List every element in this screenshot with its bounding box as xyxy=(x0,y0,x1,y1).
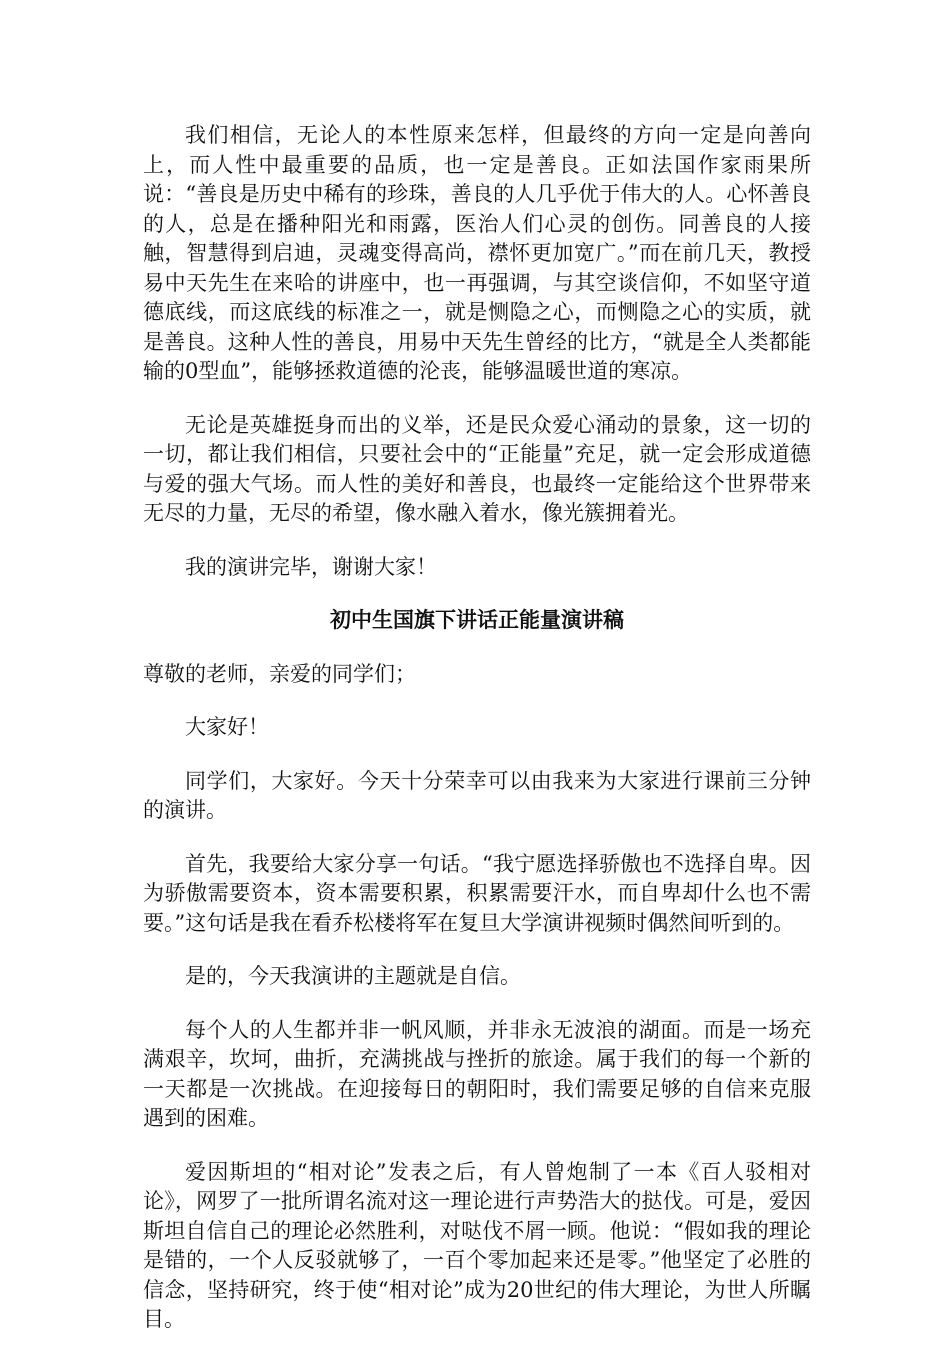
closing-line: 我的演讲完毕，谢谢大家！ xyxy=(185,554,437,579)
document-page xyxy=(143,121,811,1359)
speech-title: 初中生国旗下讲话正能量演讲稿 xyxy=(330,608,624,632)
paragraph: 首先，我要给大家分享一句话。“我宁愿选择骄傲也不选择自卑。因为骄傲需要资本，资本需要积累，积累需要汗水，而自卑却什么也不需要。”这句话是我在看乔松楼将军在复旦大学演讲视频时偶然间听到的。 xyxy=(143,851,811,935)
salutation: 尊敬的老师，亲爱的同学们； xyxy=(143,661,416,686)
paragraph: 同学们，大家好。今天十分荣幸可以由我来为大家进行课前三分钟的演讲。 xyxy=(143,768,811,822)
paragraph: 每个人的人生都并非一帆风顺，并非永无波浪的湖面。而是一场充满艰辛，坎坷，曲折，充满挑战与挫折的旅途。属于我们的每一个新的一天都是一次挑战。在迎接每日的朝阳时，我们需要足够的自信来克服遇到的困难。 xyxy=(143,1017,811,1130)
paragraph: 是的，今天我演讲的主题就是自信。 xyxy=(185,964,521,988)
paragraph: 无论是英雄挺身而出的义举，还是民众爱心涌动的景象，这一切的一切，都让我们相信，只要社会中的“正能量”充足，就一定会形成道德与爱的强大气场。而人性的美好和善良，也最终一定能给这个世界带来无尽的力量，无尽的希望，像水融入着水，像光簇拥着光。 xyxy=(143,412,811,525)
paragraph: 我们相信，无论人的本性原来怎样，但最终的方向一定是向善向上，而人性中最重要的品质，也一定是善良。正如法国作家雨果所说：“善良是历史中稀有的珍珠，善良的人几乎优于伟大的人。心怀善良的人，总是在播种阳光和雨露，医治人们心灵的创伤。同善良的人接触，智慧得到启迪，灵魂变得高尚，襟怀更加宽广。”而在前几天，教授易中天先生在来哈的讲座中，也一再强调，与其空谈信仰，不如坚守道德底线，而这底线的标准之一，就是恻隐之心，而恻隐之心的实质，就是善良。这种人性的善良，用易中天先生曾经的比方，“就是全人类都能输的0型血”，能够拯救道德的沦丧，能够温暖世道的寒凉。 xyxy=(143,123,811,383)
paragraph: 爱因斯坦的“相对论”发表之后，有人曾炮制了一本《百人驳相对论》，网罗了一批所谓名流对这一理论进行声势浩大的挞伐。可是，爱因斯坦自信自己的理论必然胜利，对哒伐不屑一顾。他说：“假如我的理论是错的，一个人反驳就够了，一百个零加起来还是零。”他坚定了必胜的信念，坚持研究，终于使“相对论”成为20世纪的伟大理论，为世人所瞩目。 xyxy=(143,1159,811,1331)
greeting: 大家好！ xyxy=(185,715,269,739)
